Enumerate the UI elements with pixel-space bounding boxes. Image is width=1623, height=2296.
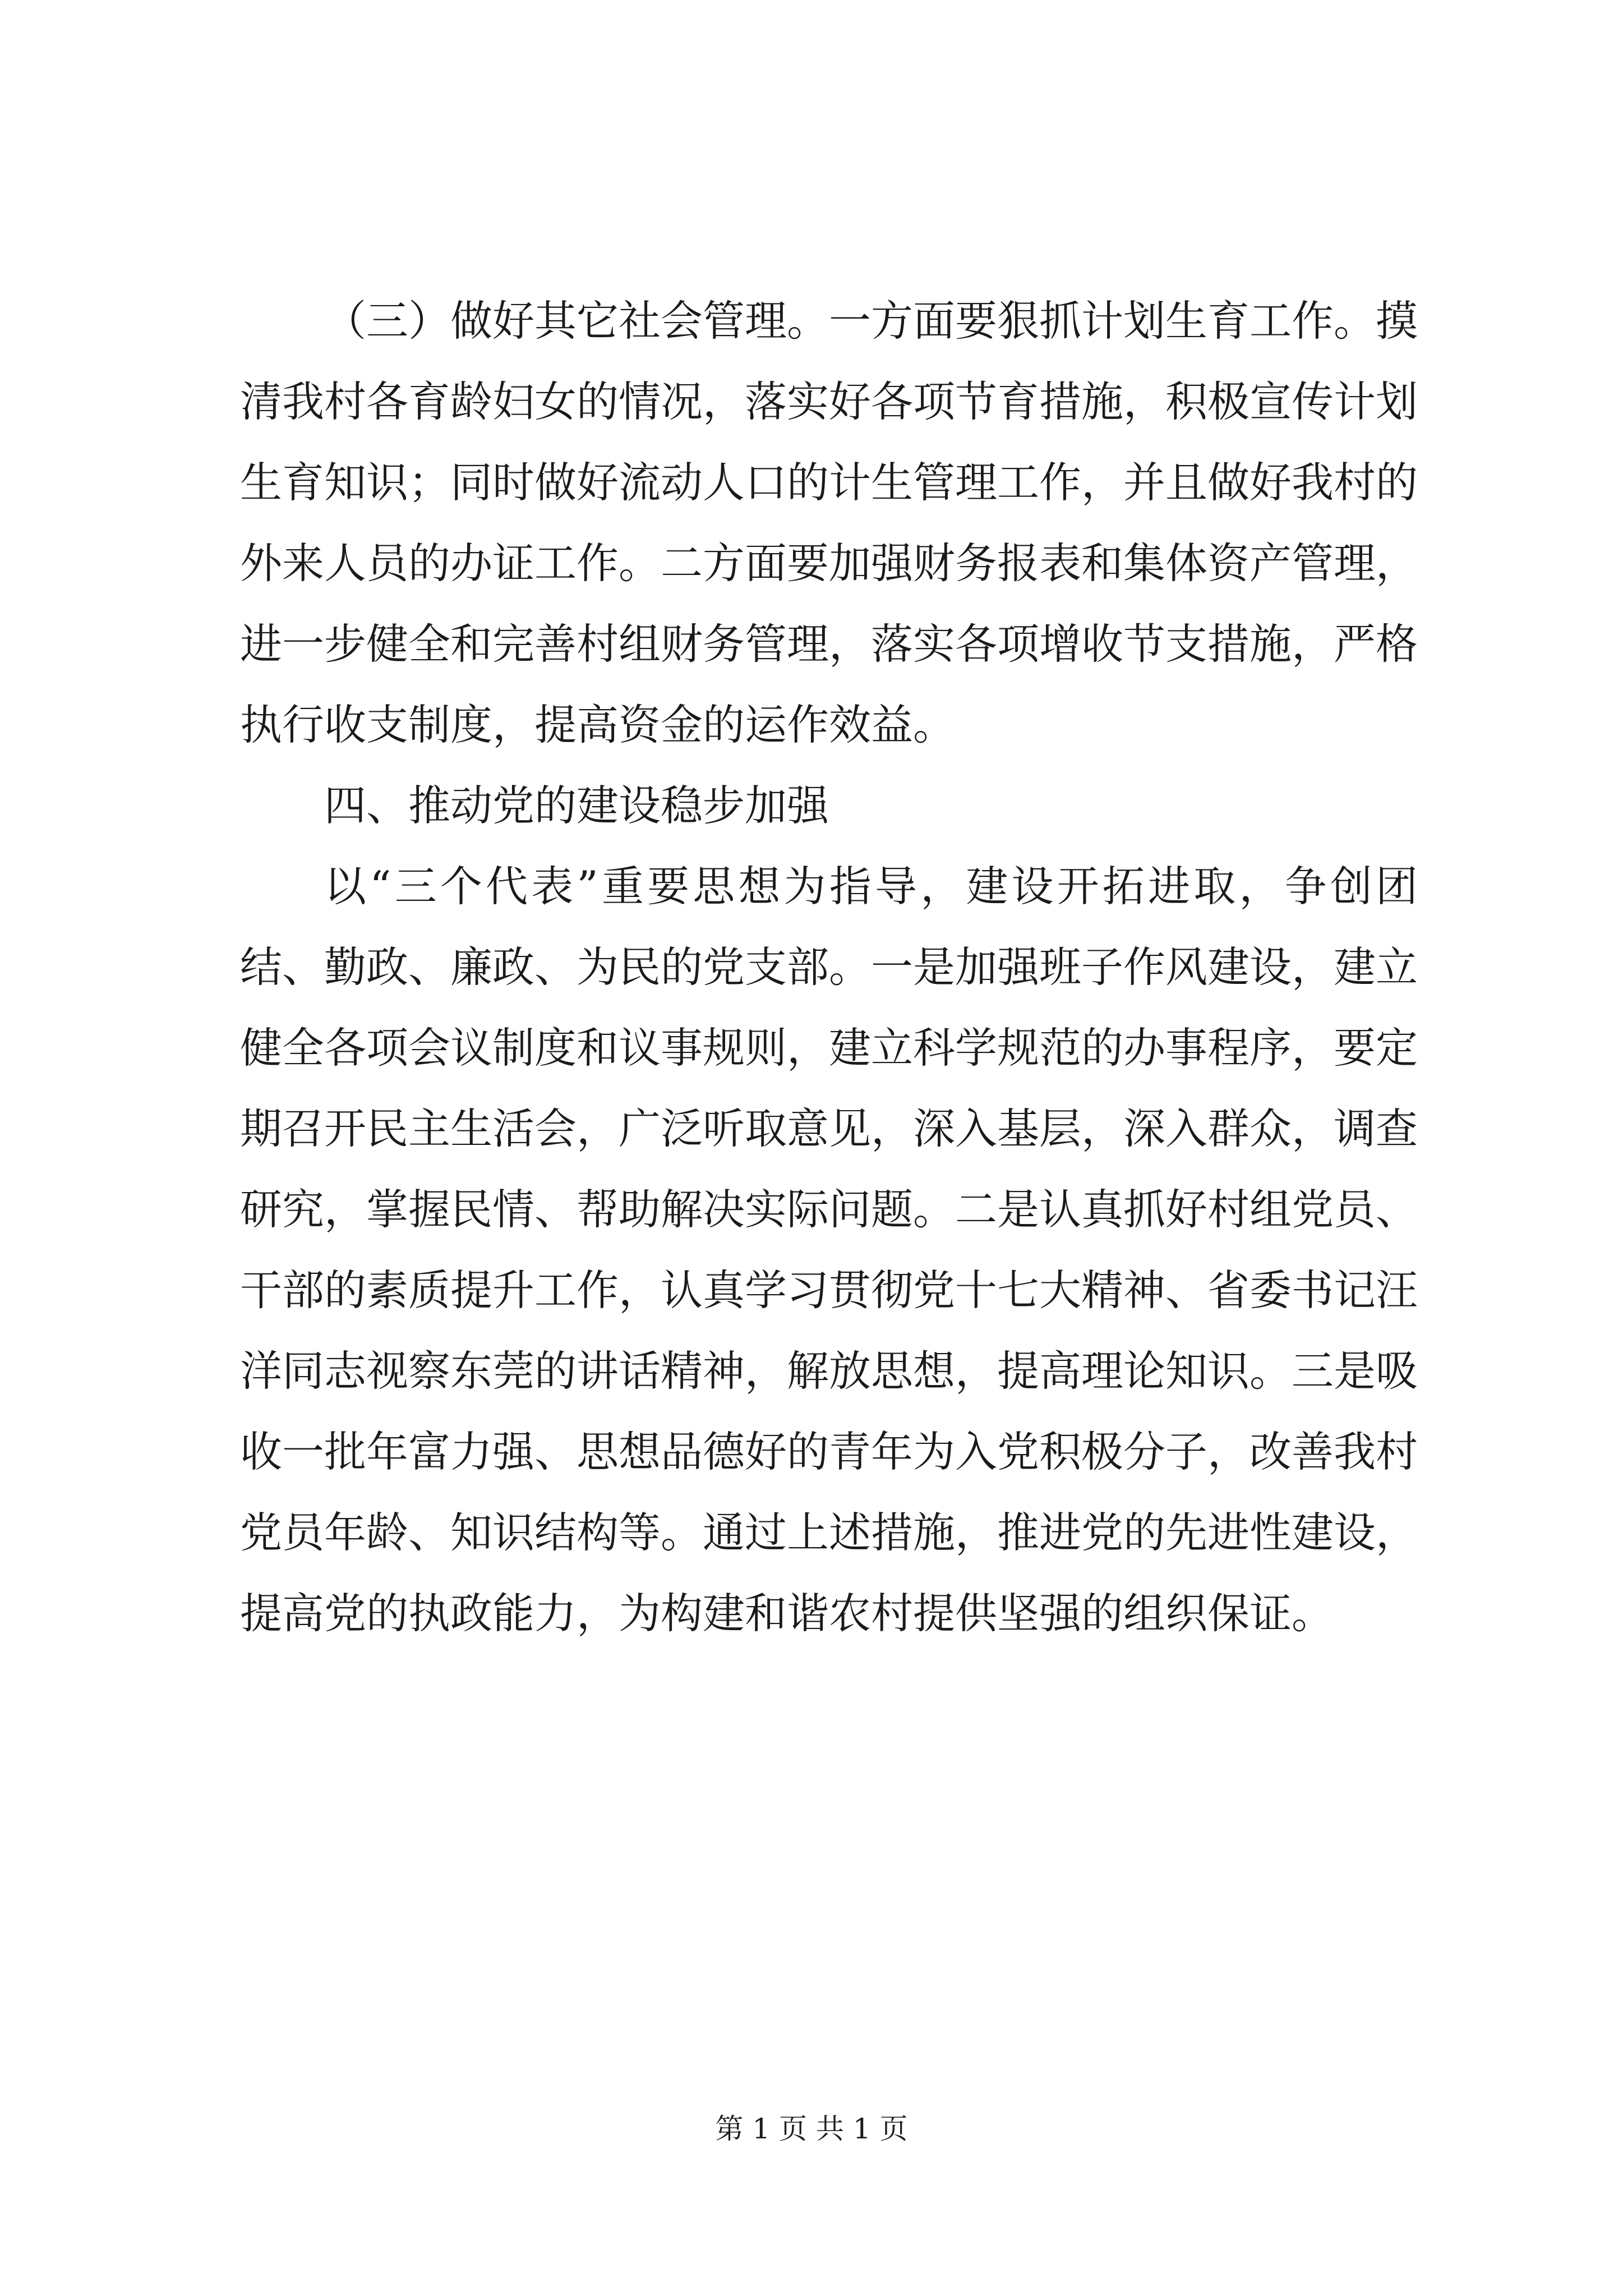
document-body [240,280,1418,1654]
paragraph-party-building: 以“三个代表”重要思想为指导，建设开拓进取，争创团结、勤政、廉政、为民的党支部。一是加强班子作风建设，建立健全各项会议制度和议事规则，建立科学规范的办事程序，要定期召开民主生活会，广泛听取意见，深入基层，深入群众，调查研究，掌握民情、帮助解决实际问题。二是认真抓好村组党员、干部的素质提升工作，认真学习贯彻党十七大精神、省委书记汪洋同志视察东莞的讲话精神，解放思想，提高理论知识。三是吸收一批年富力强、思想品德好的青年为入党积极分子，改善我村党员年龄、知识结构等。通过上述措施，推进党的先进性建设，提高党的执政能力，为构建和谐农村提供坚强的组织保证。 [240,862,1418,1638]
section-heading-party-building: 四、推动党的建设稳步加强 [324,781,829,830]
paragraph-social-management: （三）做好其它社会管理。一方面要狠抓计划生育工作。摸清我村各育龄妇女的情况，落实好各项节育措施，积极宣传计划生育知识；同时做好流动人口的计生管理工作，并且做好我村的外来人员的办证工作。二方面要加强财务报表和集体资产管理，进一步健全和完善村组财务管理，落实各项增收节支措施，严格执行收支制度，提高资金的运作效益。 [240,296,1418,749]
page-footer: 第 1 页 共 1 页 [715,2113,908,2145]
